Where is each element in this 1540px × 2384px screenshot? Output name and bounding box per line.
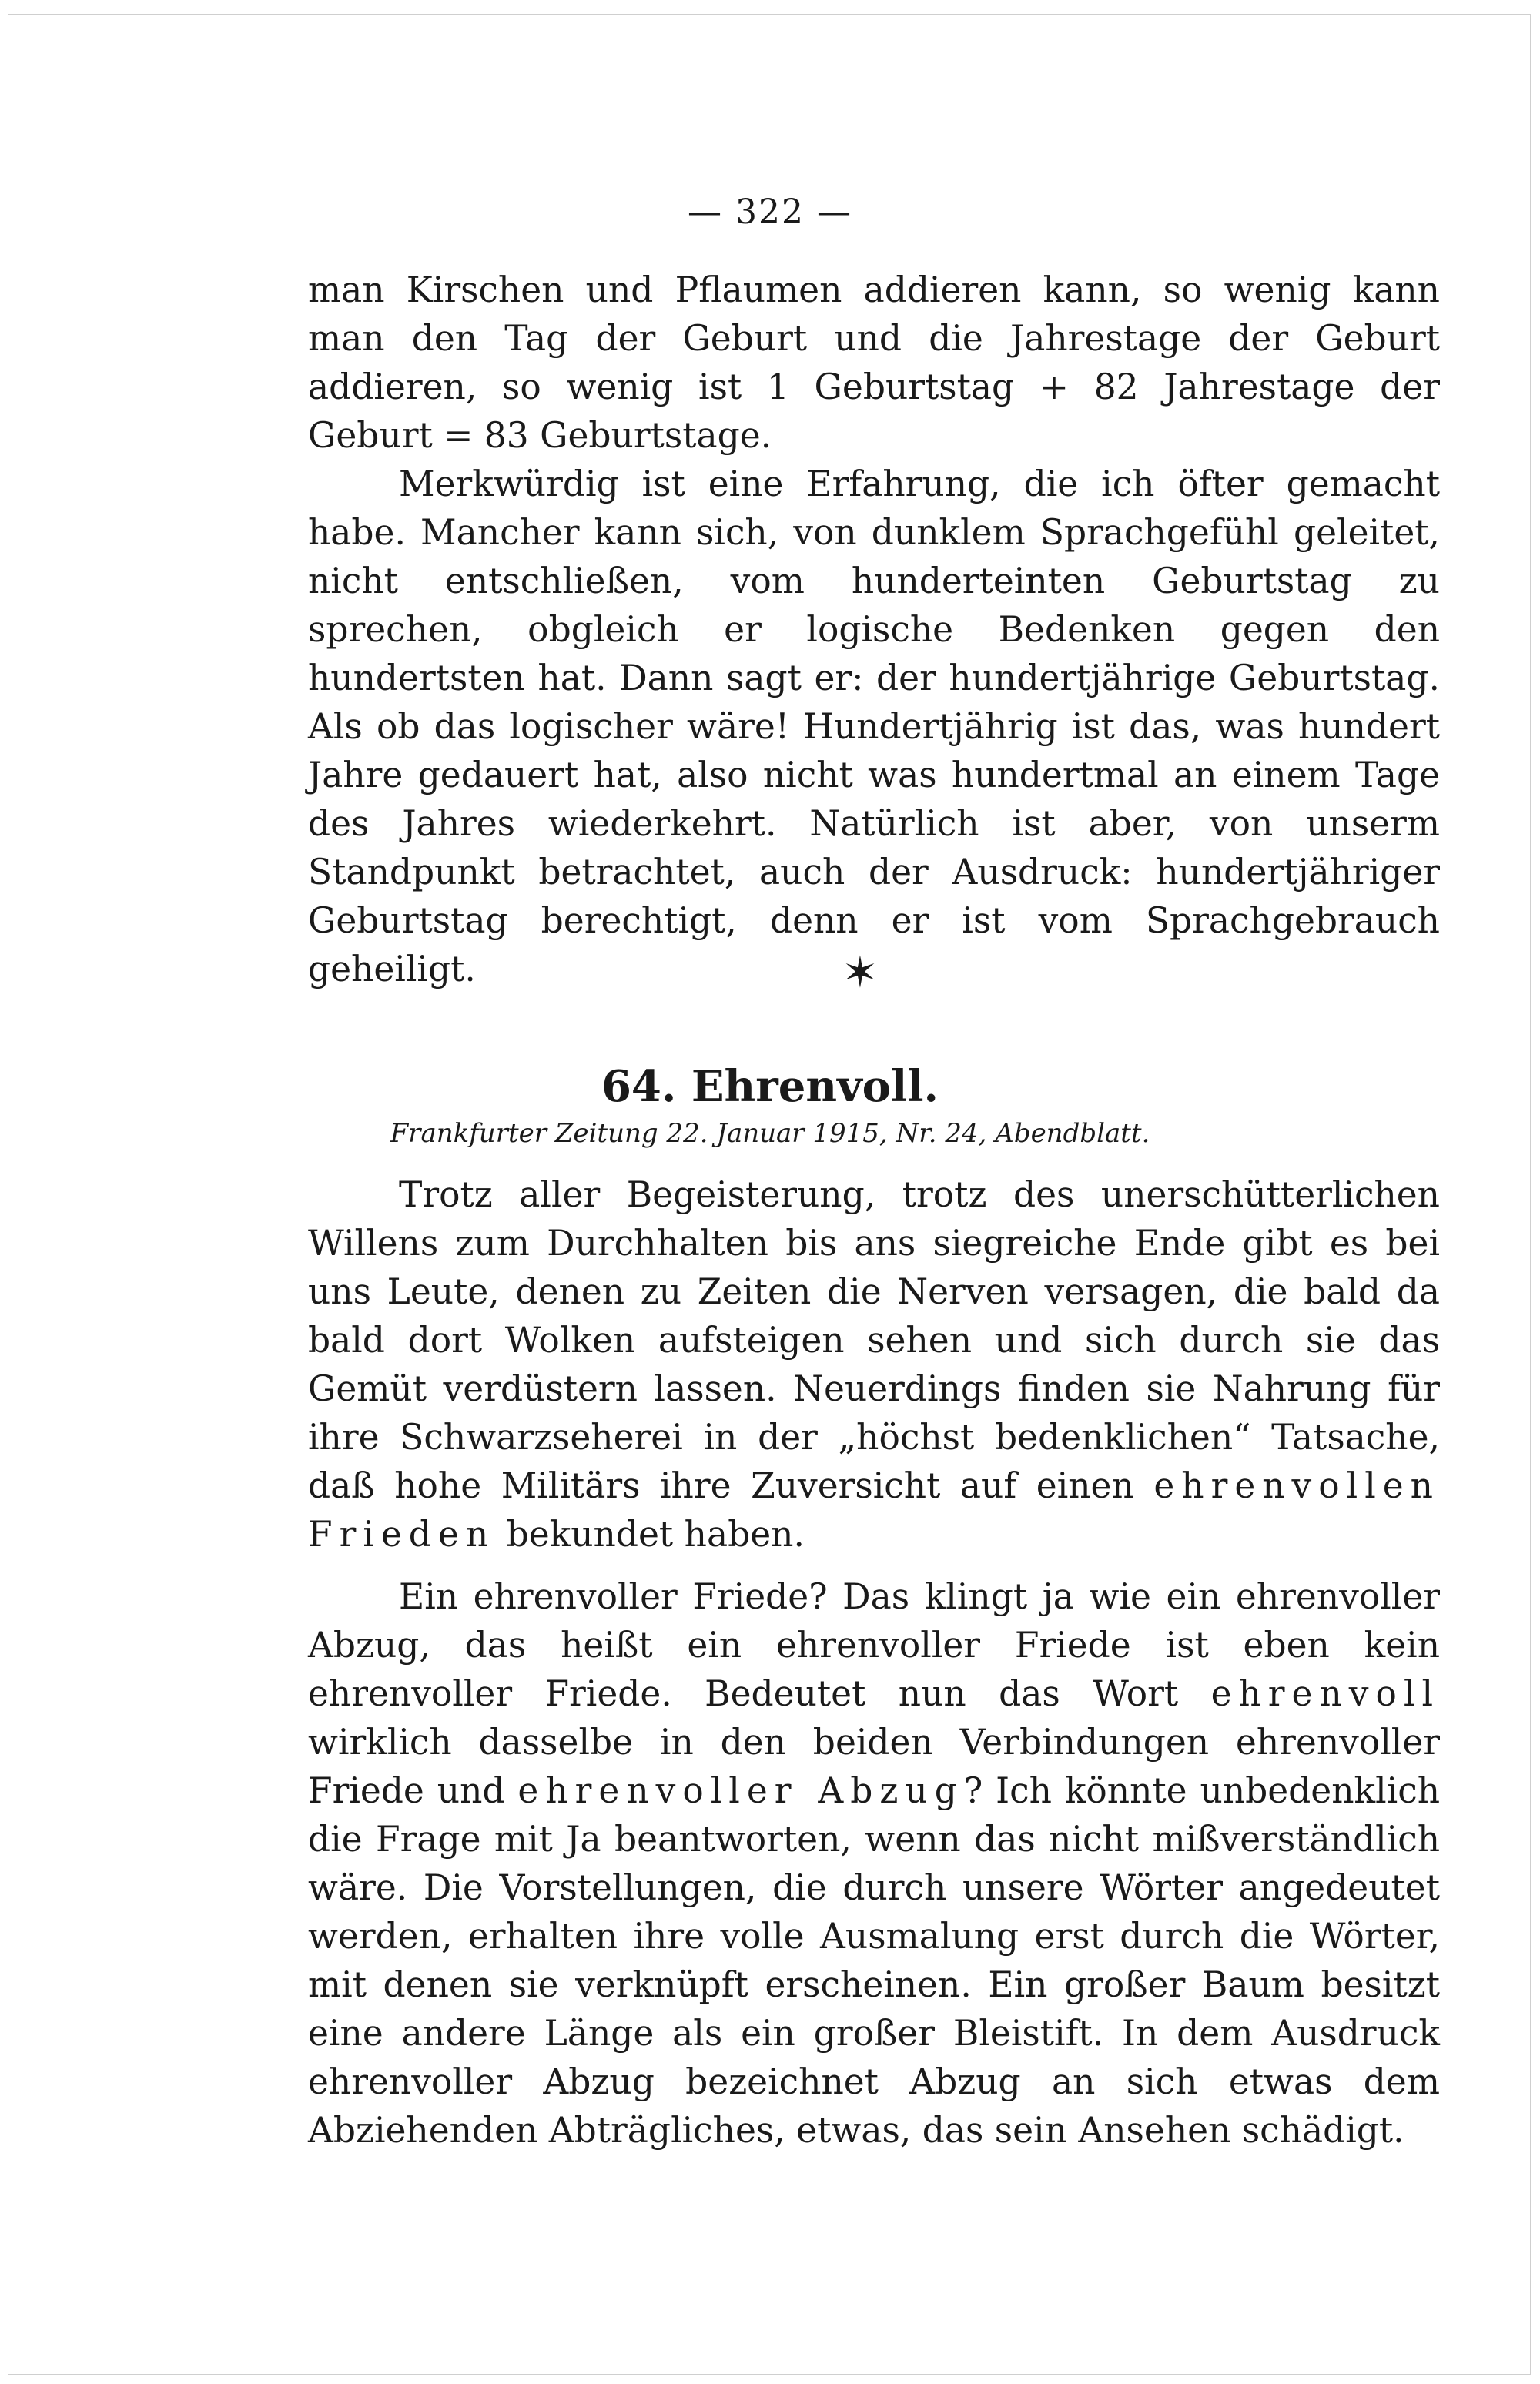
paragraph-trotz [308, 1170, 1440, 1559]
paragraph-text: Trotz aller Begeisterung, trotz des unerschütterlichen Willens zum Durchhalten bis ans siegreiche Ende gibt es bei uns Leute, denen zu Zeiten die Nerven versagen, die bald da bald dort Wolken aufsteigen sehen und sich durch sie das Gemüt verdüstern lassen. Neuerdings finden sie Nahrung für ihre Schwarzseherei in der „höchst bedenklichen“ Tatsache, daß hohe Militärs ihre Zuversicht auf einen [308, 1174, 1440, 1506]
paragraph-ein-ehrenvoller [308, 1572, 1440, 2155]
section-title: 64. Ehrenvoll. [601, 1061, 939, 1112]
paragraph-continuation: man Kirschen und Pflaumen addieren kann, so wenig kann man den Tag der Geburt und die Jahrestage der Geburt addieren, so wenig ist 1 Geburtstag + 82 Jahrestage der Geburt = 83 Geburtstage. [308, 270, 1440, 456]
spaced-emphasis: ehrenvollen Frieden [308, 1465, 1440, 1555]
paragraph-text: bekundet haben. [495, 1514, 805, 1555]
body-text-section [308, 1170, 1440, 2155]
source-citation: Frankfurter Zeitung 22. Januar 1915, Nr. 24, Abendblatt. [390, 1118, 1150, 1149]
spaced-emphasis: ehrenvoll [1210, 1673, 1440, 1714]
page-number: — 322 — [688, 193, 852, 232]
paragraph-text: Ein ehrenvoller Friede? Das klingt ja wie ein ehrenvoller Abzug, das heißt ein ehrenvoller Friede ist eben kein ehrenvoller Friede. Bedeutet nun das Wort [308, 1576, 1440, 1714]
body-text-top [308, 266, 1440, 993]
asterism-separator: ✶ [842, 948, 879, 998]
paragraph-merkwuerdig: Merkwürdig ist eine Erfahrung, die ich öfter gemacht habe. Mancher kann sich, von dunklem Sprachgefühl geleitet, nicht entschließen, vom hunderteinten Geburtstag zu sprechen, obgleich er logische Bedenken gegen den hundertsten hat. Dann sagt er: der hundertjährige Geburtstag. Als ob das logischer wäre! Hundertjährig ist das, was hundert Jahre gedauert hat, also nicht was hundertmal an einem Tage des Jahres wiederkehrt. Natürlich ist aber, von unserm Standpunkt betrachtet, auch der Ausdruck: hundertjähriger Geburtstag berechtigt, denn er ist vom Sprachgebrauch geheiligt. [308, 464, 1440, 989]
spaced-emphasis: ehrenvoller Abzug [517, 1770, 964, 1811]
paragraph-text: wirklich dasselbe in den beiden Verbindungen ehrenvoller Friede und [308, 1722, 1440, 1811]
paragraph-text: ? Ich könnte unbedenklich die Frage mit Ja beantworten, wenn das nicht mißverständlich wäre. Die Vorstellungen, die durch unsere Wörter angedeutet werden, erhalten ihre volle Ausmalung erst durch die Wörter, mit denen sie verknüpft erscheinen. Ein großer Baum besitzt eine andere Länge als ein großer Bleistift. In dem Ausdruck ehrenvoller Abzug bezeichnet Abzug an sich etwas dem Abziehenden Abträgliches, etwas, das sein Ansehen schädigt. [308, 1770, 1440, 2151]
